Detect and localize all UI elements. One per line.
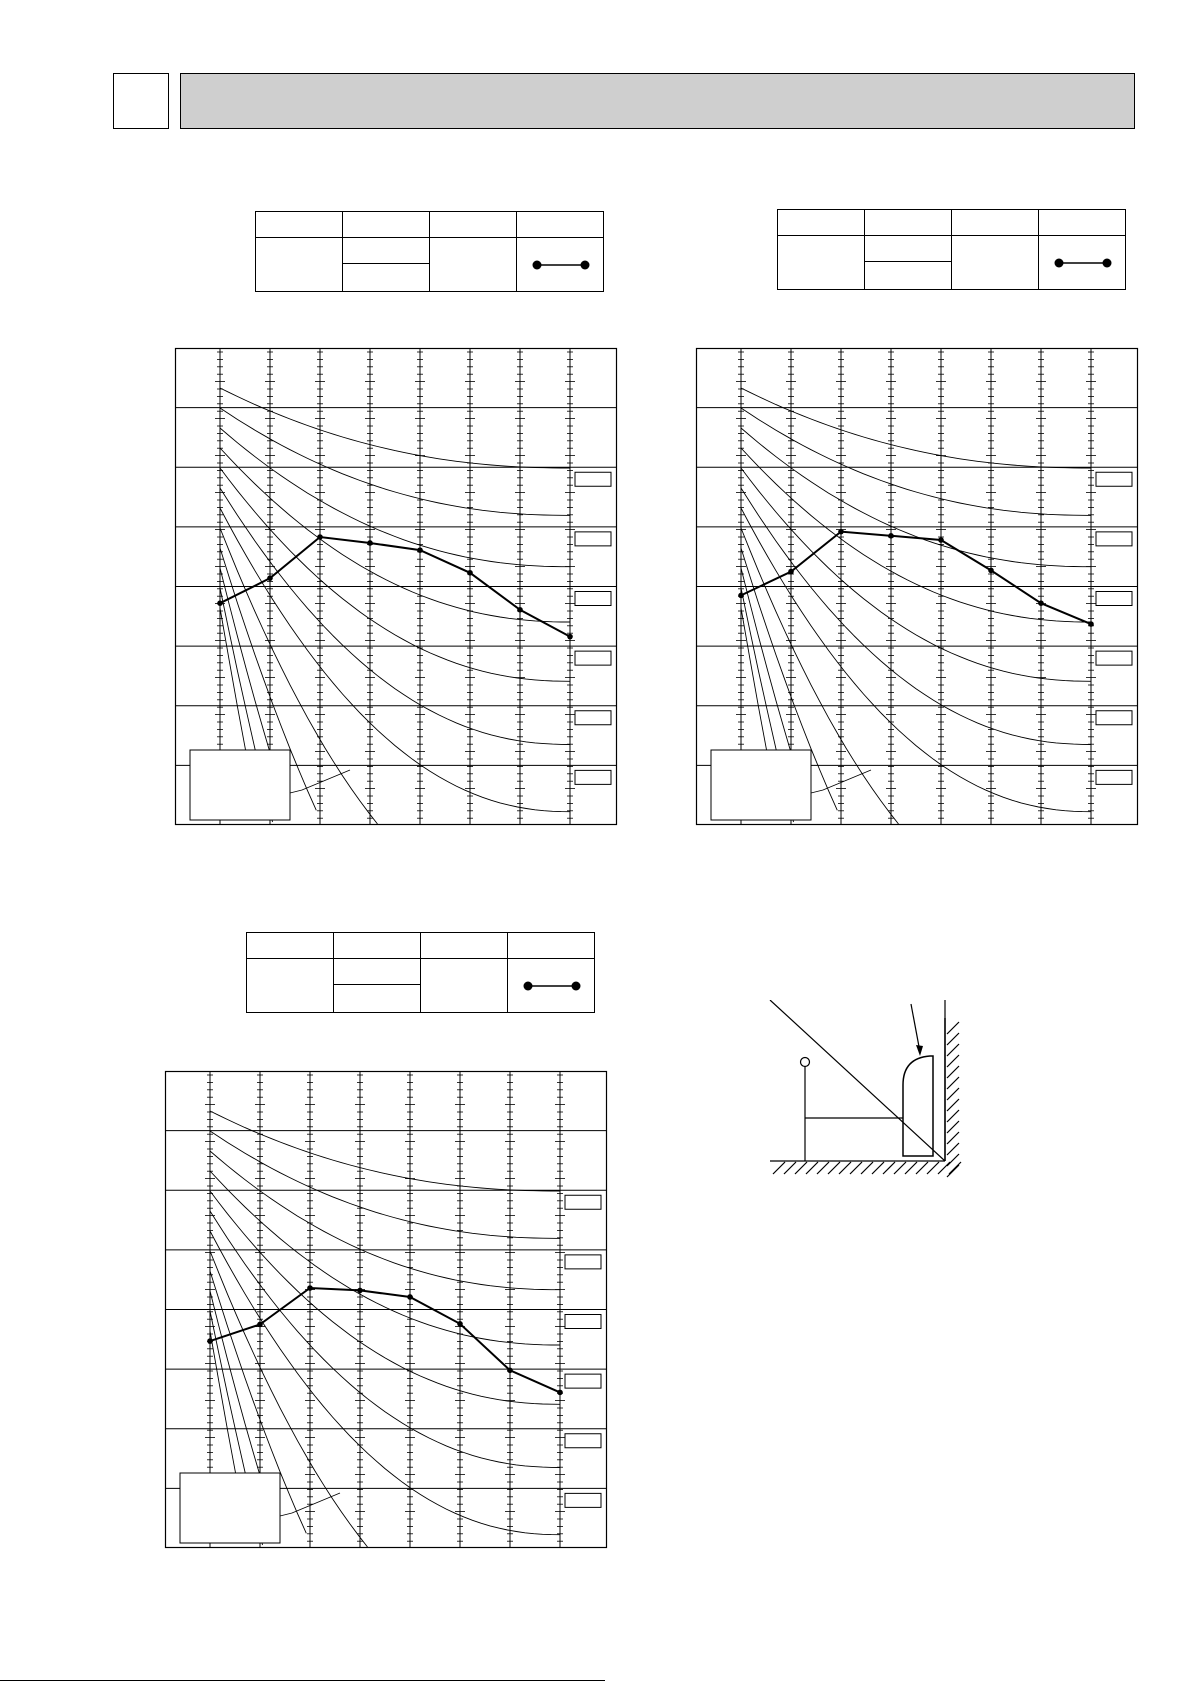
data-point (517, 607, 523, 613)
data-point (207, 1338, 213, 1344)
note-box (711, 750, 811, 820)
curve-label-box (1096, 651, 1132, 665)
section-number-box (113, 73, 169, 129)
data-point (417, 547, 423, 553)
data-point (457, 1321, 463, 1327)
chart-3 (165, 1071, 607, 1548)
curve-label-box (565, 1493, 601, 1507)
data-point (507, 1368, 513, 1374)
curve-label-box (575, 651, 611, 665)
series-line (210, 1288, 560, 1392)
legend-cell (1039, 236, 1126, 290)
reference-curve (210, 1151, 560, 1290)
reference-curve (741, 408, 1091, 515)
curve-label-box (565, 1255, 601, 1269)
note-box (190, 750, 290, 820)
curve-label-box (565, 1195, 601, 1209)
curve-label-box (1096, 592, 1132, 606)
installation-diagram (765, 1000, 995, 1190)
data-point (838, 529, 844, 535)
line-with-dot-markers-icon (525, 258, 595, 272)
data-point (467, 570, 473, 576)
line-with-dot-markers-icon (1047, 256, 1117, 270)
data-point (738, 593, 744, 599)
data-point (557, 1390, 563, 1396)
reference-curve (210, 1131, 560, 1238)
chart-2 (696, 348, 1138, 825)
data-point (788, 569, 794, 575)
data-point (938, 537, 944, 543)
curve-label-box (565, 1315, 601, 1329)
legend-cell (508, 959, 595, 1013)
curve-label-box (1096, 472, 1132, 486)
reference-curve (220, 408, 570, 515)
curve-label-box (575, 592, 611, 606)
spec-table-3 (246, 932, 595, 1013)
curve-label-box (575, 532, 611, 546)
measurement-stand (801, 1058, 904, 1162)
data-point (1088, 621, 1094, 627)
note-box (180, 1473, 280, 1543)
curve-label-box (575, 472, 611, 486)
data-point (1038, 600, 1044, 606)
series-line (741, 532, 1091, 625)
data-point (217, 600, 223, 606)
data-point (317, 534, 323, 540)
footer-rule (0, 1680, 605, 1681)
data-point (257, 1322, 263, 1328)
curve-label-box (575, 770, 611, 784)
curve-label-box (575, 711, 611, 725)
chart-1 (175, 348, 617, 825)
pointer-arrow (911, 1004, 923, 1056)
reference-curve (741, 428, 1091, 567)
curve-label-box (565, 1434, 601, 1448)
data-point (567, 634, 573, 640)
data-point (407, 1294, 413, 1300)
curve-label-box (1096, 770, 1132, 784)
data-point (988, 568, 994, 574)
data-point (357, 1288, 363, 1294)
section-title-bar (180, 73, 1135, 129)
data-point (888, 533, 894, 539)
spec-table-1 (255, 211, 604, 292)
indoor-unit (903, 1056, 933, 1156)
curve-label-box (1096, 532, 1132, 546)
data-point (367, 540, 373, 546)
data-point (267, 575, 273, 581)
floor-hatch (770, 1000, 945, 1161)
curve-label-box (1096, 711, 1132, 725)
spec-table-2 (777, 209, 1126, 290)
line-with-dot-markers-icon (516, 979, 586, 993)
curve-label-box (565, 1374, 601, 1388)
data-point (307, 1285, 313, 1291)
legend-cell (517, 238, 604, 292)
